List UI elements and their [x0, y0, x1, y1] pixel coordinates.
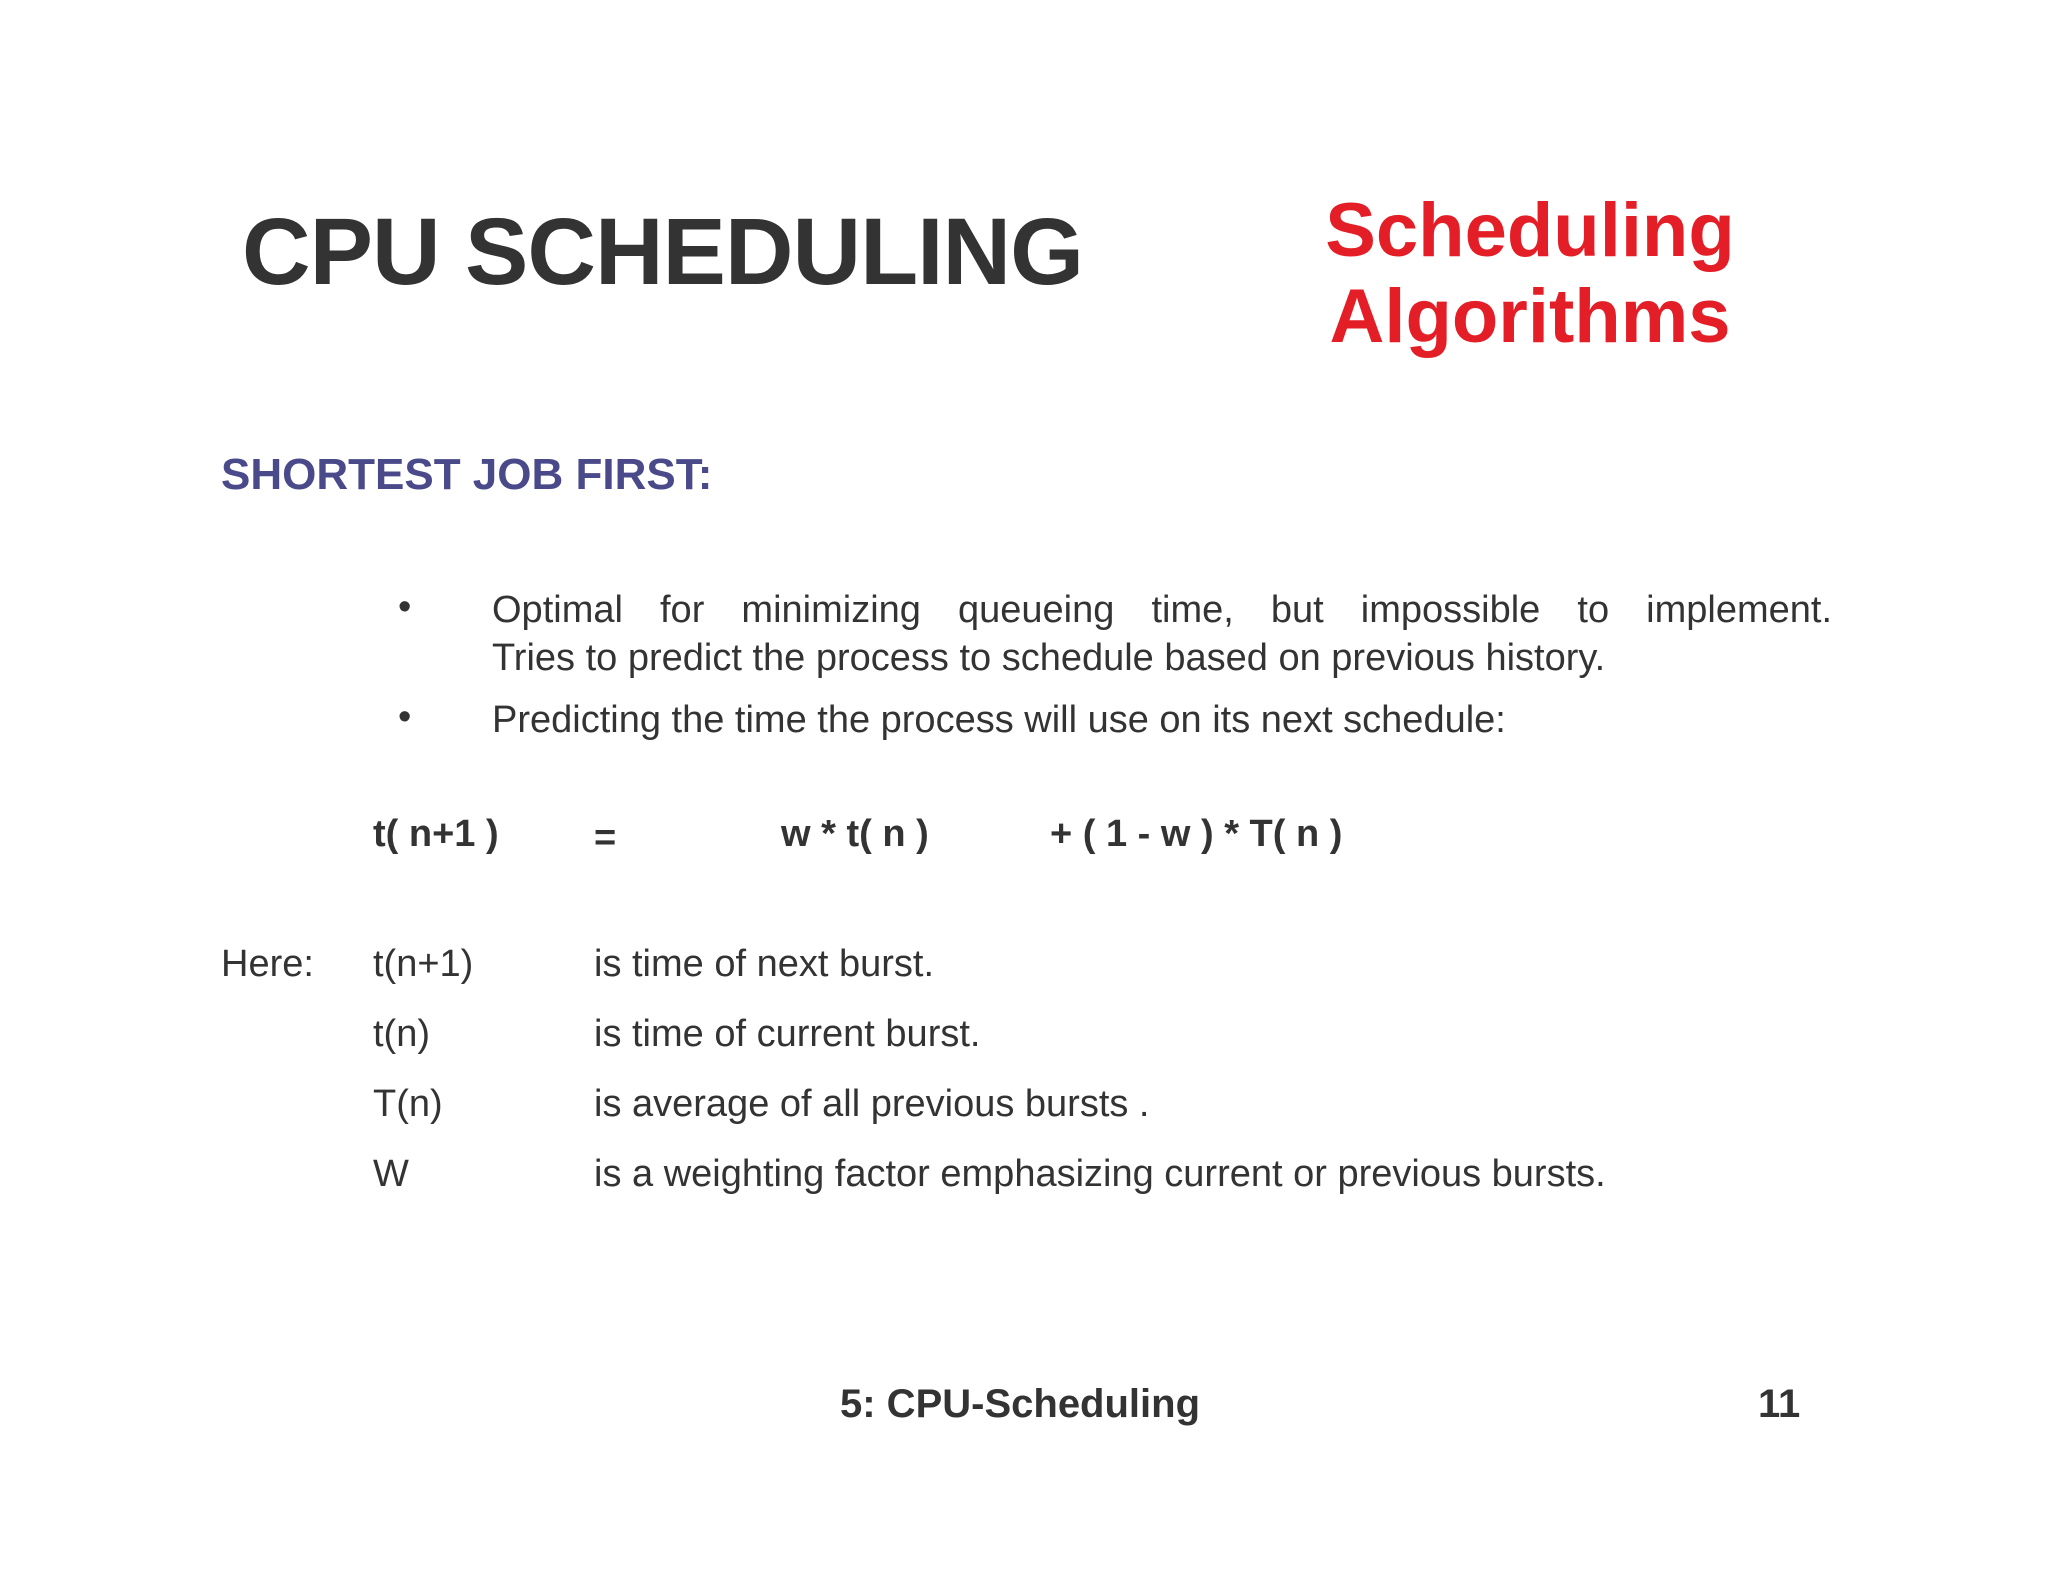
page-number: 11: [1758, 1382, 1801, 1426]
bullet-1-line-1: Optimal for minimizing queueing time, but impossible to implement.: [492, 589, 1832, 631]
definition-meaning: is time of next burst.: [594, 943, 935, 985]
page-title: CPU SCHEDULING: [242, 199, 1084, 305]
definition-symbol: t(n): [373, 1013, 430, 1055]
definitions-label: Here:: [221, 943, 314, 985]
definition-meaning: is average of all previous bursts .: [594, 1083, 1150, 1125]
formula-lhs: t( n+1 ): [373, 813, 499, 855]
definition-symbol: T(n): [373, 1083, 443, 1125]
section-title: Scheduling Algorithms: [1325, 188, 1735, 359]
formula-term-2: + ( 1 - w ) * T( n ): [1050, 813, 1343, 855]
bullet-1-dot: •: [398, 586, 412, 628]
bullet-2-dot: •: [398, 696, 412, 738]
definition-meaning: is time of current burst.: [594, 1013, 981, 1055]
subheading: SHORTEST JOB FIRST:: [221, 450, 713, 499]
definition-meaning: is a weighting factor emphasizing current or previous bursts.: [594, 1153, 1606, 1195]
footer-chapter: 5: CPU-Scheduling: [840, 1382, 1201, 1426]
bullet-1-line-2: Tries to predict the process to schedule based on previous history.: [492, 637, 1606, 679]
definition-symbol: W: [373, 1153, 409, 1195]
definition-symbol: t(n+1): [373, 943, 474, 985]
formula-equals: =: [594, 817, 617, 859]
bullet-1: [492, 586, 1832, 682]
bullet-2: Predicting the time the process will use on its next schedule:: [492, 699, 1506, 741]
formula-term-1: w * t( n ): [781, 813, 929, 855]
